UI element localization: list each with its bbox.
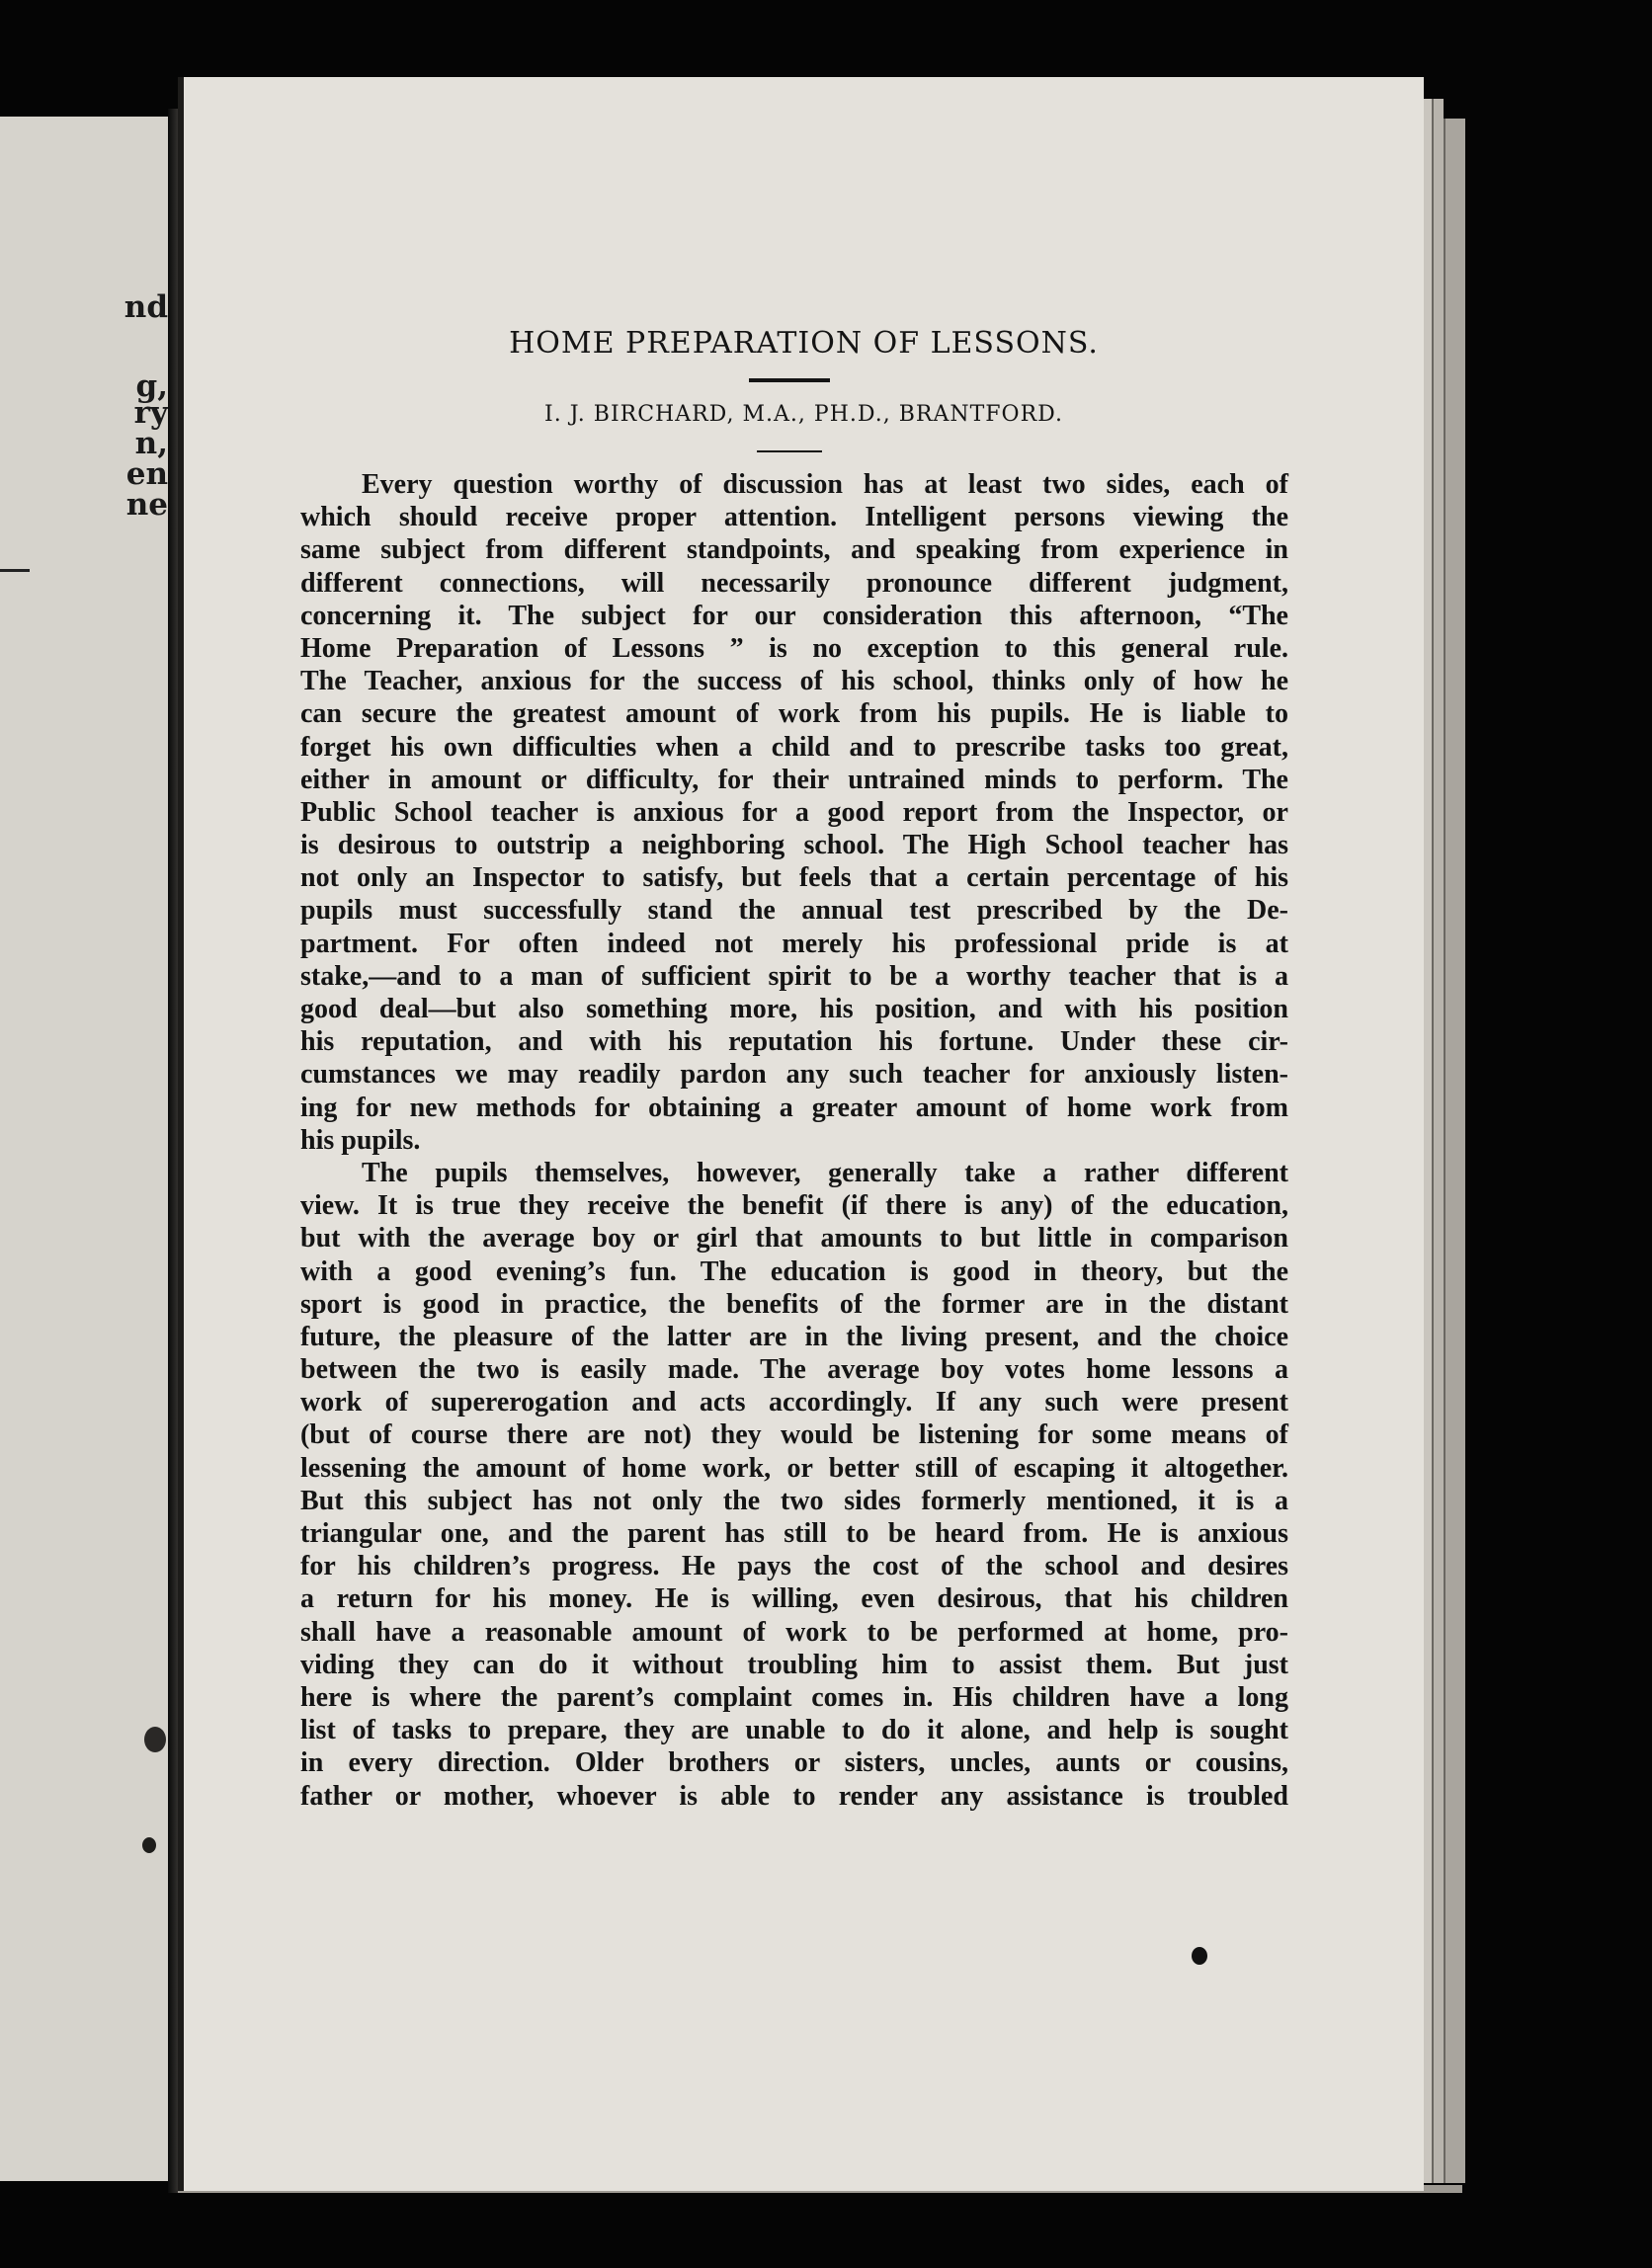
- text-line: ing for new methods for obtaining a greater amount of home work from: [300, 1092, 1288, 1123]
- facing-page-fragment: n,: [134, 426, 168, 461]
- article-byline: I. J. BIRCHARD, M.A., PH.D., BRANTFORD.: [544, 402, 1063, 427]
- article-title: HOME PREPARATION OF LESSONS.: [509, 326, 1099, 361]
- text-line: lessening the amount of home work, or better still of escaping it altogether.: [300, 1452, 1288, 1484]
- text-line: The Teacher, anxious for the success of his school, thinks only of how he: [300, 666, 1288, 697]
- text-line: not only an Inspector to satisfy, but feels that a certain percentage of his: [300, 862, 1288, 894]
- text-line: cumstances we may readily pardon any such teacher for anxiously listen-: [300, 1059, 1288, 1091]
- text-line: work of supererogation and acts accordingly. If any such were present: [300, 1387, 1288, 1418]
- text-line: father or mother, whoever is able to render any assistance is troubled: [300, 1780, 1288, 1812]
- text-line: partment. For often indeed not merely his professional pride is at: [300, 928, 1288, 959]
- facing-page-edge: [0, 117, 176, 2181]
- text-line: between the two is easily made. The average boy votes home lessons a: [300, 1354, 1288, 1386]
- paragraph-2: [300, 1157, 1288, 1813]
- text-line: Every question worthy of discussion has at least two sides, each of: [362, 469, 1288, 500]
- facing-page-fragment: ne: [125, 487, 168, 523]
- text-line: list of tasks to prepare, they are unable to do it alone, and help is sought: [300, 1715, 1288, 1746]
- text-line: for his children’s progress. He pays the cost of the school and desires: [300, 1551, 1288, 1582]
- text-line: forget his own difficulties when a child and to prescribe tasks too great,: [300, 731, 1288, 763]
- text-line: But this subject has not only the two sides formerly mentioned, it is a: [300, 1485, 1288, 1516]
- byline-divider: [757, 450, 822, 452]
- facing-page-fragment: nd: [124, 289, 168, 325]
- text-line: view. It is true they receive the benefit (if there is any) of the education,: [300, 1190, 1288, 1222]
- text-line: different connections, will necessarily pronounce different judgment,: [300, 567, 1288, 599]
- text-line: viding they can do it without troubling him to assist them. But just: [300, 1649, 1288, 1680]
- text-line: but with the average boy or girl that amounts to but little in comparison: [300, 1223, 1288, 1255]
- facing-page-fragment: g,: [135, 368, 168, 404]
- text-line: sport is good in practice, the benefits of the former are in the distant: [300, 1288, 1288, 1320]
- facing-page-fragment: ry: [133, 395, 168, 431]
- text-line: stake,—and to a man of sufficient spirit to be a worthy teacher that is a: [300, 960, 1288, 992]
- text-line: Public School teacher is anxious for a good report from the Inspector, or: [300, 796, 1288, 828]
- text-line: future, the pleasure of the latter are in the living present, and the choice: [300, 1321, 1288, 1352]
- ink-spot: [1192, 1947, 1207, 1965]
- article-body: [300, 468, 1288, 1813]
- text-line: triangular one, and the parent has still to be heard from. He is anxious: [300, 1518, 1288, 1549]
- binding-blemish: [144, 1727, 166, 1752]
- text-line: his pupils.: [300, 1124, 421, 1156]
- text-line: shall have a reasonable amount of work to be performed at home, pro-: [300, 1616, 1288, 1648]
- binding-blemish: [142, 1837, 156, 1853]
- text-line: either in amount or difficulty, for their untrained minds to perform. The: [300, 764, 1288, 795]
- text-line: Home Preparation of Lessons ” is no exception to this general rule.: [300, 632, 1288, 664]
- text-line: concerning it. The subject for our consideration this afternoon, “The: [300, 600, 1288, 631]
- paragraph-1: [300, 468, 1288, 1157]
- text-line: The pupils themselves, however, generally take a rather different: [362, 1157, 1288, 1188]
- text-line: his reputation, and with his reputation his fortune. Under these cir-: [300, 1026, 1288, 1058]
- text-line: is desirous to outstrip a neighboring school. The High School teacher has: [300, 830, 1288, 861]
- text-line: good deal—but also something more, his position, and with his position: [300, 994, 1288, 1024]
- title-divider: [749, 378, 830, 382]
- text-line: here is where the parent’s complaint comes in. His children have a long: [300, 1681, 1288, 1713]
- text-line: with a good evening’s fun. The education is good in theory, but the: [300, 1256, 1288, 1287]
- text-line: which should receive proper attention. Intelligent persons viewing the: [300, 502, 1288, 533]
- text-line: in every direction. Older brothers or sisters, uncles, aunts or cousins,: [300, 1747, 1288, 1779]
- page-edge: [1432, 99, 1444, 2183]
- facing-page-rule: [0, 569, 30, 572]
- text-line: same subject from different standpoints, and speaking from experience in: [300, 534, 1288, 566]
- page-edge: [1444, 119, 1465, 2183]
- main-page: [178, 77, 1424, 2191]
- facing-page-fragment: en: [125, 456, 168, 492]
- text-line: can secure the greatest amount of work from his pupils. He is liable to: [300, 698, 1288, 730]
- text-line: a return for his money. He is willing, even desirous, that his children: [300, 1583, 1288, 1615]
- text-line: (but of course there are not) they would be listening for some means of: [300, 1419, 1288, 1451]
- text-line: pupils must successfully stand the annual test prescribed by the De-: [300, 895, 1288, 927]
